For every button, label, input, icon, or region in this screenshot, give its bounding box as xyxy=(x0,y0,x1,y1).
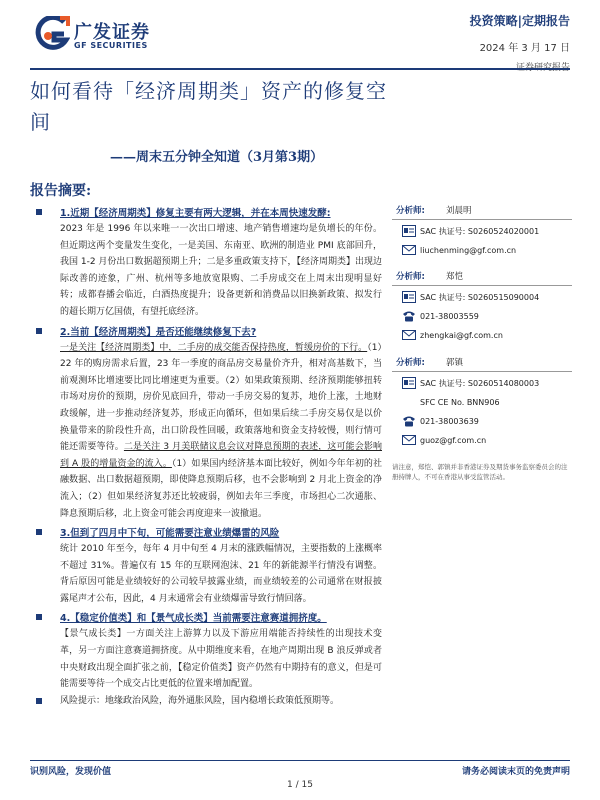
analyst-sac xyxy=(392,288,572,307)
report-title: 如何看待「经济周期类」资产的修复空间 xyxy=(30,79,387,134)
analyst-sidebar xyxy=(392,204,572,482)
section-heading: 1.近期【经济周期类】修复主要有两大逻辑，并在本周快速发酵: xyxy=(60,208,331,219)
analyst-email-text[interactable]: guoz@gf.com.cn xyxy=(420,436,487,445)
section-text-part: （1）22 年的购房需求后置，23 年一季度的商品房交易量价齐升，相对高基数下，当前观测环比增速要比同比增速更为重要。（2）如果政策预期、经济预期能够扭转市场对房价的预期，房价见底回升，带动一手房交易的复苏，地价上涨，土地财政缓解，进一步推动经济复苏，形成正向循环，但如果后续二手房交易仅是以价换量带来的阶段性升高，出口阶段性回暖，政策落地和资金支持较慢，则行情可能还需要等待。 xyxy=(60,342,382,453)
header-divider xyxy=(30,68,570,70)
section-highlight: 一是关注【经济周期类】中，二手房的成交能否保持热度，暂缓房价的下行。 xyxy=(60,342,368,353)
section-heading: 2.当前【经济周期类】是否还能继续修复下去? xyxy=(60,326,257,338)
analyst-sfc xyxy=(392,393,572,412)
summary-section-2 xyxy=(30,325,382,523)
report-meta xyxy=(470,12,570,73)
phone-icon xyxy=(402,310,416,322)
bullet-icon xyxy=(36,328,42,334)
analyst-sfc-text: SFC CE No. BNN906 xyxy=(420,398,500,407)
logo-mark-icon xyxy=(34,16,70,52)
page-number: 1 / 15 xyxy=(287,780,313,790)
analyst-card xyxy=(392,356,572,460)
report-date: 2024 年 3 月 17 日 xyxy=(479,43,570,54)
footer-disclaimer[interactable]: 请务必阅读末页的免责声明 xyxy=(461,767,570,777)
section-text: 【景气成长类】一方面关注上游算力以及下游应用端能否持续性的出现技术变革，另一方面注意赛道拥挤度。从中期维度来看，在地产周期出现 B 浪反弹或者中央财政出现全面扩张之前，【稳定价值类】资产仍然有中期持有的意义，但是可能需要等待一个成交占比更低的位置来增加配置。 xyxy=(60,629,382,690)
email-icon xyxy=(402,329,416,341)
id-card-icon xyxy=(402,225,416,237)
analyst-sac xyxy=(392,222,572,241)
phone-icon xyxy=(402,415,416,427)
analyst-phone xyxy=(392,307,572,326)
section-highlight: 二是关注 3 月美联储议息会议对降息预期的表述，这可能会影响到 A 股的增量资金的流入。 xyxy=(60,442,382,469)
footer-divider xyxy=(30,760,570,761)
risk-text: 风险提示：地缘政治风险，海外通胀风险，国内稳增长政策低预期等。 xyxy=(60,695,340,706)
email-icon xyxy=(402,434,416,446)
analyst-email[interactable] xyxy=(392,326,572,345)
analyst-name: 刘晨明 xyxy=(446,206,472,216)
analyst-email[interactable] xyxy=(392,241,572,260)
analyst-email[interactable] xyxy=(392,431,572,450)
brand-logo xyxy=(34,16,164,52)
risk-warning xyxy=(30,693,382,709)
bullet-icon xyxy=(36,614,42,620)
section-text-part: （1）如果国内经济基本面比较好，例如今年年初的社融数据、出口数据超预期，即使降息预期后移，也不会影响到 2 月北上资金的净流入；（2）但如果经济复苏还比较疲弱，例如去年三季度，市场担心二次通胀、降息预期后移，北上资金可能会再度迎来一波撤退。 xyxy=(60,458,382,519)
footer-slogan: 识别风险，发现价值 xyxy=(30,767,112,777)
analyst-email-text[interactable]: liuchenming@gf.com.cn xyxy=(420,246,517,255)
id-card-icon xyxy=(402,377,416,389)
bullet-icon xyxy=(36,209,42,215)
analyst-label: 分析师: xyxy=(396,272,425,282)
analyst-divider xyxy=(392,371,572,372)
section-text xyxy=(60,340,382,523)
analyst-sac-text: SAC 执证号: S0260524020001 xyxy=(420,227,540,236)
summary-heading: 报告摘要: xyxy=(30,183,92,199)
analyst-phone-text: 021-38003559 xyxy=(420,312,479,321)
summary-section-4 xyxy=(30,611,382,692)
summary-section-3 xyxy=(30,526,382,607)
brand-name-cn: 广发证券 xyxy=(74,22,150,43)
bullet-icon xyxy=(36,698,42,704)
analyst-label: 分析师: xyxy=(396,206,425,216)
licensing-note: 请注意，郑恺、郭镇并非香港证券及期货事务监察委员会的注册持牌人，不可在香港从事受监管活动。 xyxy=(392,463,568,481)
analyst-sac-text: SAC 执证号: S0260515090004 xyxy=(420,293,540,302)
id-card-icon xyxy=(402,291,416,303)
section-heading: 3.但到了四月中下旬，可能需要注意业绩爆雷的风险 xyxy=(60,528,280,540)
analyst-email-text[interactable]: zhengkai@gf.com.cn xyxy=(420,331,503,340)
analyst-phone xyxy=(392,412,572,431)
analyst-name: 郭镇 xyxy=(446,358,464,368)
analyst-card xyxy=(392,270,572,354)
report-subtitle: ——周末五分钟全知道（3月第3期） xyxy=(110,150,324,165)
email-icon xyxy=(402,244,416,256)
section-text: 2023 年是 1996 年以来唯一一次出口增速、地产销售增速均是负增长的年份。但近期这两个变量发生变化，一是美国、东南亚、欧洲的制造业 PMI 底部回升，我国 1-2 月份出口数据超预期上升；二是多重政策支持下，【经济周期类】出现边际改善的迹象，广州、杭州等多地放宽限购、二手房成交在上周末出现明显好转；成都春播会临近，白酒热度提升；设备更新和消费品以旧换新政策、拟发行的超长期万亿国债，有望托底经济。 xyxy=(60,224,382,317)
bullet-icon xyxy=(36,529,42,535)
analyst-sac-text: SAC 执证号: S0260514080003 xyxy=(420,379,540,388)
analyst-sac xyxy=(392,374,572,393)
analyst-divider xyxy=(392,219,572,220)
analyst-divider xyxy=(392,285,572,286)
summary-section-1 xyxy=(30,206,382,321)
analyst-name: 郑恺 xyxy=(446,272,464,282)
analyst-card xyxy=(392,204,572,268)
report-type: 投资策略|定期报告 xyxy=(469,14,570,28)
report-dept xyxy=(470,60,570,73)
section-heading: 4.【稳定价值类】和【景气成长类】当前需要注意赛道拥挤度。 xyxy=(60,613,327,625)
summary-body xyxy=(30,206,382,709)
brand-name-en: GF SECURITIES xyxy=(74,41,148,50)
analyst-label: 分析师: xyxy=(396,358,425,368)
analyst-phone-text: 021-38003639 xyxy=(420,417,479,426)
section-text: 统计 2010 年至今，每年 4 月中旬至 4 月末的涨跌幅情况，主要指数的上涨概率不超过 31%。普遍仅有 15 年的互联网泡沫、21 年的新能源半行情没有调整。背后原因可能是业绩较好的公司较早披露业绩，而业绩较差的公司通常在财报披露尾声才公布，因此，4 月末通常会有业绩爆雷导致行情回落。 xyxy=(60,544,382,604)
